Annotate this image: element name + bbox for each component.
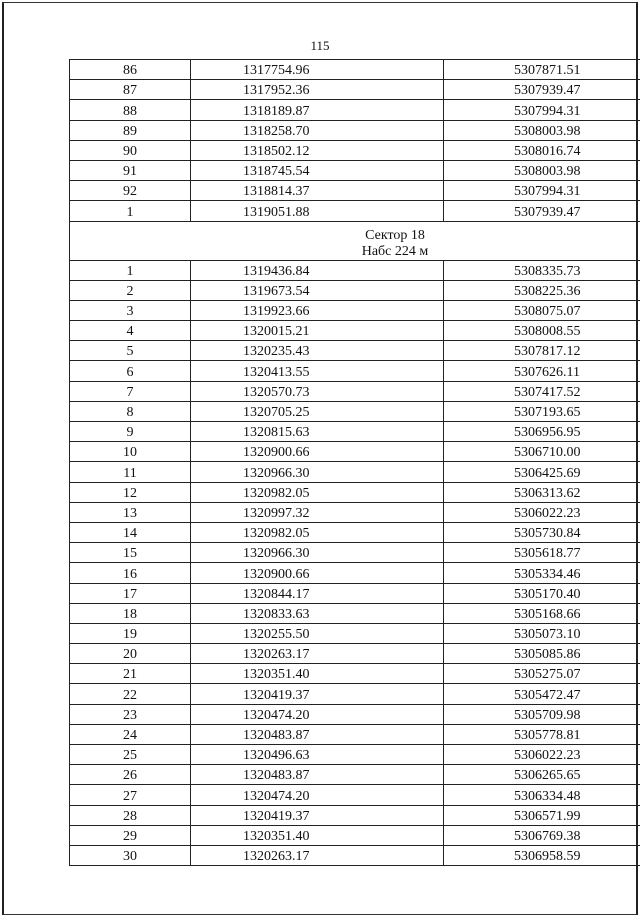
table-row — [70, 280, 640, 300]
y-coordinate-cell: 5306710.00 — [444, 442, 640, 462]
y-coordinate-cell: 5306956.95 — [444, 422, 640, 442]
table-row — [70, 160, 640, 180]
point-number-cell: 30 — [70, 845, 191, 865]
point-number-cell: 88 — [70, 100, 191, 120]
y-coordinate-cell: 5305730.84 — [444, 522, 640, 542]
point-number-cell: 20 — [70, 644, 191, 664]
point-number-cell: 12 — [70, 482, 191, 502]
section-height: Набс 224 м — [361, 243, 429, 259]
table-row — [70, 543, 640, 563]
point-number-cell: 5 — [70, 341, 191, 361]
x-coordinate-cell: 1320483.87 — [191, 765, 444, 785]
x-coordinate-cell: 1320833.63 — [191, 603, 444, 623]
point-number-cell: 18 — [70, 603, 191, 623]
table-row — [70, 785, 640, 805]
table-row — [70, 845, 640, 865]
x-coordinate-cell: 1320982.05 — [191, 482, 444, 502]
y-coordinate-cell: 5306334.48 — [444, 785, 640, 805]
table-row — [70, 60, 640, 80]
x-coordinate-cell: 1320483.87 — [191, 724, 444, 744]
table-row — [70, 482, 640, 502]
y-coordinate-cell: 5305472.47 — [444, 684, 640, 704]
table-row — [70, 140, 640, 160]
x-coordinate-cell: 1320966.30 — [191, 543, 444, 563]
x-coordinate-cell: 1319923.66 — [191, 300, 444, 320]
y-coordinate-cell: 5305275.07 — [444, 664, 640, 684]
x-coordinate-cell: 1320966.30 — [191, 462, 444, 482]
table-row — [70, 644, 640, 664]
point-number-cell: 87 — [70, 80, 191, 100]
x-coordinate-cell: 1317754.96 — [191, 60, 444, 80]
point-number-cell: 19 — [70, 623, 191, 643]
y-coordinate-cell: 5308008.55 — [444, 321, 640, 341]
x-coordinate-cell: 1320263.17 — [191, 845, 444, 865]
x-coordinate-cell: 1320351.40 — [191, 825, 444, 845]
table-row — [70, 341, 640, 361]
point-number-cell: 26 — [70, 765, 191, 785]
point-number-cell: 2 — [70, 280, 191, 300]
table-row — [70, 321, 640, 341]
x-coordinate-cell: 1320419.37 — [191, 684, 444, 704]
y-coordinate-cell: 5307871.51 — [444, 60, 640, 80]
y-coordinate-cell: 5308016.74 — [444, 140, 640, 160]
point-number-cell: 17 — [70, 583, 191, 603]
point-number-cell: 1 — [70, 260, 191, 280]
x-coordinate-cell: 1317952.36 — [191, 80, 444, 100]
x-coordinate-cell: 1320815.63 — [191, 422, 444, 442]
y-coordinate-cell: 5306425.69 — [444, 462, 640, 482]
x-coordinate-cell: 1320982.05 — [191, 522, 444, 542]
rows-before-section — [70, 60, 640, 222]
x-coordinate-cell: 1320900.66 — [191, 563, 444, 583]
point-number-cell: 23 — [70, 704, 191, 724]
y-coordinate-cell: 5308003.98 — [444, 160, 640, 180]
point-number-cell: 22 — [70, 684, 191, 704]
x-coordinate-cell: 1320705.25 — [191, 401, 444, 421]
table-row — [70, 300, 640, 320]
table-row — [70, 704, 640, 724]
section-header — [70, 221, 640, 260]
point-number-cell: 11 — [70, 462, 191, 482]
y-coordinate-cell: 5305334.46 — [444, 563, 640, 583]
point-number-cell: 10 — [70, 442, 191, 462]
y-coordinate-cell: 5306265.65 — [444, 765, 640, 785]
table-row — [70, 401, 640, 421]
y-coordinate-cell: 5305709.98 — [444, 704, 640, 724]
y-coordinate-cell: 5306313.62 — [444, 482, 640, 502]
x-coordinate-cell: 1320474.20 — [191, 785, 444, 805]
y-coordinate-cell: 5308225.36 — [444, 280, 640, 300]
table-row — [70, 603, 640, 623]
point-number-cell: 24 — [70, 724, 191, 744]
point-number-cell: 28 — [70, 805, 191, 825]
point-number-cell: 6 — [70, 361, 191, 381]
x-coordinate-cell: 1319436.84 — [191, 260, 444, 280]
y-coordinate-cell: 5305168.66 — [444, 603, 640, 623]
table-row — [70, 80, 640, 100]
point-number-cell: 29 — [70, 825, 191, 845]
x-coordinate-cell: 1318189.87 — [191, 100, 444, 120]
x-coordinate-cell: 1320413.55 — [191, 361, 444, 381]
x-coordinate-cell: 1318814.37 — [191, 181, 444, 201]
point-number-cell: 3 — [70, 300, 191, 320]
y-coordinate-cell: 5305778.81 — [444, 724, 640, 744]
x-coordinate-cell: 1318745.54 — [191, 160, 444, 180]
x-coordinate-cell: 1320235.43 — [191, 341, 444, 361]
y-coordinate-cell: 5307939.47 — [444, 80, 640, 100]
y-coordinate-cell: 5307817.12 — [444, 341, 640, 361]
point-number-cell: 8 — [70, 401, 191, 421]
table-row — [70, 442, 640, 462]
point-number-cell: 16 — [70, 563, 191, 583]
table-row — [70, 100, 640, 120]
y-coordinate-cell: 5306958.59 — [444, 845, 640, 865]
x-coordinate-cell: 1320263.17 — [191, 644, 444, 664]
point-number-cell: 89 — [70, 120, 191, 140]
x-coordinate-cell: 1318258.70 — [191, 120, 444, 140]
table-row — [70, 583, 640, 603]
point-number-cell: 9 — [70, 422, 191, 442]
table-row — [70, 623, 640, 643]
y-coordinate-cell: 5307417.52 — [444, 381, 640, 401]
point-number-cell: 14 — [70, 522, 191, 542]
point-number-cell: 25 — [70, 745, 191, 765]
point-number-cell: 15 — [70, 543, 191, 563]
table-row — [70, 361, 640, 381]
y-coordinate-cell: 5307626.11 — [444, 361, 640, 381]
y-coordinate-cell: 5306022.23 — [444, 502, 640, 522]
y-coordinate-cell: 5305073.10 — [444, 623, 640, 643]
x-coordinate-cell: 1320496.63 — [191, 745, 444, 765]
x-coordinate-cell: 1320570.73 — [191, 381, 444, 401]
rows-after-section — [70, 260, 640, 866]
x-coordinate-cell: 1320351.40 — [191, 664, 444, 684]
table-row — [70, 181, 640, 201]
x-coordinate-cell: 1320900.66 — [191, 442, 444, 462]
point-number-cell: 21 — [70, 664, 191, 684]
y-coordinate-cell: 5305618.77 — [444, 543, 640, 563]
table-row — [70, 522, 640, 542]
table-row — [70, 684, 640, 704]
y-coordinate-cell: 5306571.99 — [444, 805, 640, 825]
table-row — [70, 765, 640, 785]
table-row — [70, 201, 640, 221]
x-coordinate-cell: 1319051.88 — [191, 201, 444, 221]
point-number-cell: 91 — [70, 160, 191, 180]
point-number-cell: 90 — [70, 140, 191, 160]
x-coordinate-cell: 1318502.12 — [191, 140, 444, 160]
section-header-group — [70, 221, 640, 260]
point-number-cell: 13 — [70, 502, 191, 522]
section-header-row — [70, 221, 640, 260]
x-coordinate-cell: 1320015.21 — [191, 321, 444, 341]
table-row — [70, 745, 640, 765]
point-number-cell: 92 — [70, 181, 191, 201]
table-row — [70, 805, 640, 825]
x-coordinate-cell: 1320997.32 — [191, 502, 444, 522]
table-row — [70, 462, 640, 482]
y-coordinate-cell: 5307939.47 — [444, 201, 640, 221]
y-coordinate-cell: 5305170.40 — [444, 583, 640, 603]
table-row — [70, 502, 640, 522]
table-row — [70, 381, 640, 401]
point-number-cell: 7 — [70, 381, 191, 401]
table-row — [70, 664, 640, 684]
section-title: Сектор 18 — [365, 227, 425, 243]
point-number-cell: 86 — [70, 60, 191, 80]
y-coordinate-cell: 5308075.07 — [444, 300, 640, 320]
table-row — [70, 260, 640, 280]
point-number-cell: 27 — [70, 785, 191, 805]
y-coordinate-cell: 5308003.98 — [444, 120, 640, 140]
coordinates-table — [69, 59, 640, 866]
page-number: 115 — [310, 38, 330, 53]
y-coordinate-cell: 5307994.31 — [444, 181, 640, 201]
y-coordinate-cell: 5307994.31 — [444, 100, 640, 120]
y-coordinate-cell: 5305085.86 — [444, 644, 640, 664]
table-row — [70, 563, 640, 583]
table-row — [70, 724, 640, 744]
table-row — [70, 422, 640, 442]
x-coordinate-cell: 1320474.20 — [191, 704, 444, 724]
table-row — [70, 120, 640, 140]
point-number-cell: 4 — [70, 321, 191, 341]
point-number-cell: 1 — [70, 201, 191, 221]
x-coordinate-cell: 1320255.50 — [191, 623, 444, 643]
table-row — [70, 825, 640, 845]
x-coordinate-cell: 1319673.54 — [191, 280, 444, 300]
y-coordinate-cell: 5306769.38 — [444, 825, 640, 845]
x-coordinate-cell: 1320419.37 — [191, 805, 444, 825]
y-coordinate-cell: 5308335.73 — [444, 260, 640, 280]
y-coordinate-cell: 5306022.23 — [444, 745, 640, 765]
x-coordinate-cell: 1320844.17 — [191, 583, 444, 603]
y-coordinate-cell: 5307193.65 — [444, 401, 640, 421]
